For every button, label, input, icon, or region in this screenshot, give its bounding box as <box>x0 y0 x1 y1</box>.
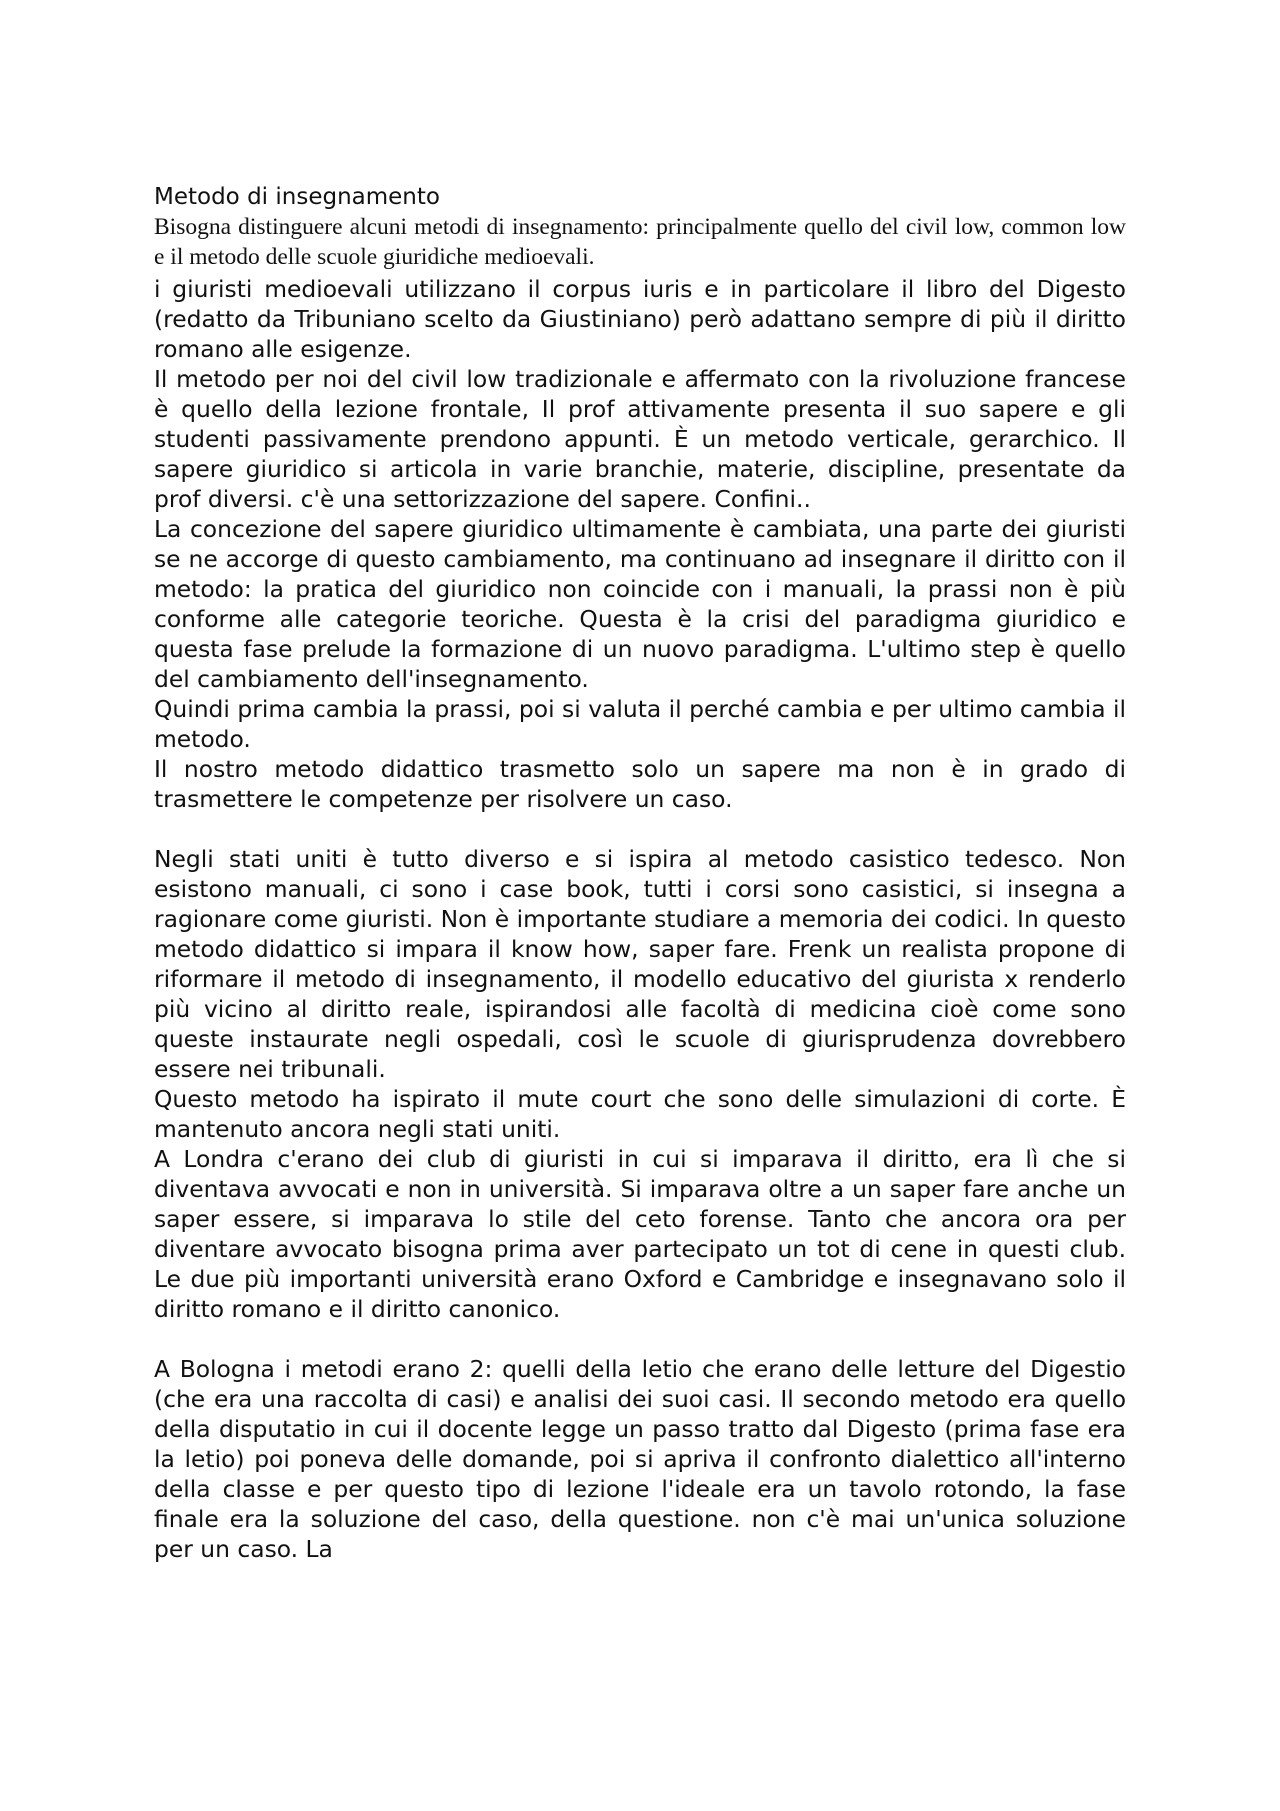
paragraph: La concezione del sapere giuridico ultimamente è cambiata, una parte dei giuristi se ne accorge di questo cambiamento, ma continuano ad insegnare il diritto con il metodo: la pratica del giuridico non coincide con i manuali, la prassi non è più conforme alle categorie teoriche. Questa è la crisi del paradigma giuridico e questa fase prelude la formazione di un nuovo paradigma. L'ultimo step è quello del cambiamento dell'insegnamento. <box>154 515 1126 693</box>
paragraph: i giuristi medioevali utilizzano il corpus iuris e in particolare il libro del Digesto (redatto da Tribuniano scelto da Giustiniano) però adattano sempre di più il diritto romano alle esigenze. <box>154 275 1126 363</box>
paragraph: Il metodo per noi del civil low tradizionale e affermato con la rivoluzione francese è quello della lezione frontale, Il prof attivamente presenta il suo sapere e gli studenti passivamente prendono appunti. È un metodo verticale, gerarchico. Il sapere giuridico si articola in varie branchie, materie, discipline, presentate da prof diversi. c'è una settorizzazione del sapere. Confini.. <box>154 365 1126 513</box>
document-title: Metodo di insegnamento <box>154 184 440 210</box>
paragraph: Il nostro metodo didattico trasmetto solo un sapere ma non è in grado di trasmettere le competenze per risolvere un caso. <box>154 755 1126 813</box>
paragraph: Questo metodo ha ispirato il mute court che sono delle simulazioni di corte. È mantenuto ancora negli stati uniti. <box>154 1085 1126 1143</box>
paragraph-spacer <box>154 1324 1126 1354</box>
paragraph: A Bologna i metodi erano 2: quelli della letio che erano delle letture del Digestio (che era una raccolta di casi) e analisi dei suoi casi. Il secondo metodo era quello della disputatio in cui il docente legge un passo tratto dal Digesto (prima fase era la letio) poi poneva delle domande, poi si apriva il confronto dialettico all'interno della classe e per questo tipo di lezione l'ideale era un tavolo rotondo, la fase finale era la soluzione del caso, della questione. non c'è mai un'unica soluzione per un caso. La <box>154 1355 1126 1563</box>
intro-paragraph: Bisogna distinguere alcuni metodi di insegnamento: principalmente quello del civil low, common low e il metodo delle scuole giuridiche medioevali. <box>154 214 1126 270</box>
paragraph-spacer <box>154 814 1126 844</box>
paragraph: A Londra c'erano dei club di giuristi in cui si imparava il diritto, era lì che si diventava avvocati e non in università. Si imparava oltre a un saper fare anche un saper essere, si imparava lo stile del ceto forense. Tanto che ancora ora per diventare avvocato bisogna prima aver partecipato un tot di cene in questi club. Le due più importanti università erano Oxford e Cambridge e insegnavano solo il diritto romano e il diritto canonico. <box>154 1145 1126 1323</box>
paragraph: Quindi prima cambia la prassi, poi si valuta il perché cambia e per ultimo cambia il metodo. <box>154 695 1126 753</box>
document-page <box>154 182 1126 1564</box>
paragraph: Negli stati uniti è tutto diverso e si ispira al metodo casistico tedesco. Non esistono manuali, ci sono i case book, tutti i corsi sono casistici, si insegna a ragionare come giuristi. Non è importante studiare a memoria dei codici. In questo metodo didattico si impara il know how, saper fare. Frenk un realista propone di riformare il metodo di insegnamento, il modello educativo del giurista x renderlo più vicino al diritto reale, ispirandosi alle facoltà di medicina cioè come sono queste instaurate negli ospedali, così le scuole di giurisprudenza dovrebbero essere nei tribunali. <box>154 845 1126 1083</box>
